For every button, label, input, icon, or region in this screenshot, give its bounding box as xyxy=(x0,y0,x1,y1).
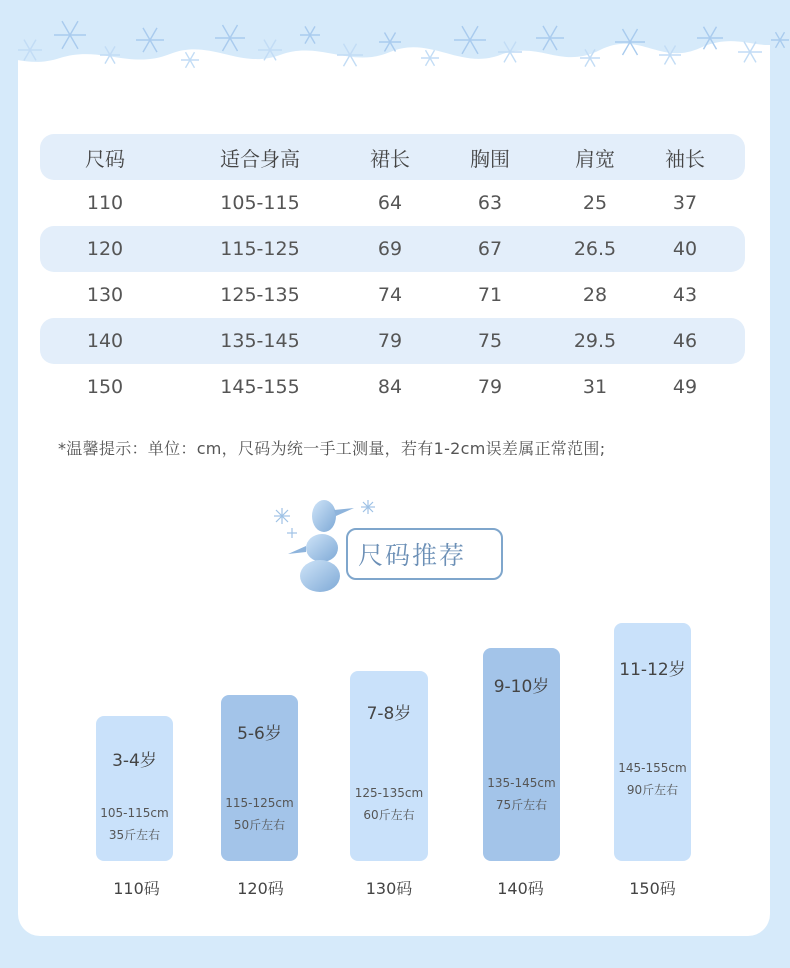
weight-label: 35斤左右 xyxy=(108,828,161,842)
cell-sleeve: 49 xyxy=(672,376,698,398)
age-label: 7-8岁 xyxy=(366,704,412,724)
cell-size: 150 xyxy=(86,376,124,398)
height-range-label: 125-135cm xyxy=(354,786,424,800)
cell-dress-length: 79 xyxy=(377,330,403,352)
size-bar-110 xyxy=(96,716,173,861)
size-bar-130 xyxy=(350,671,428,861)
cell-shoulder: 29.5 xyxy=(573,330,617,352)
height-range-label: 115-125cm xyxy=(225,796,294,810)
size-table xyxy=(40,134,745,410)
header-dress-length: 裙长 xyxy=(370,146,410,171)
header-shoulder: 肩宽 xyxy=(575,146,615,171)
cell-sleeve: 43 xyxy=(672,284,698,306)
cell-sleeve: 40 xyxy=(672,238,698,260)
cell-shoulder: 31 xyxy=(582,376,608,398)
snowflake-icon xyxy=(181,52,199,68)
table-row xyxy=(40,364,745,410)
cell-chest: 67 xyxy=(477,238,503,260)
cell-size: 130 xyxy=(86,284,124,306)
cell-dress-length: 84 xyxy=(377,376,403,398)
table-row xyxy=(40,226,745,272)
size-label: 120码 xyxy=(237,879,284,898)
cell-chest: 79 xyxy=(477,376,503,398)
cell-shoulder: 28 xyxy=(582,284,608,306)
height-range-label: 105-115cm xyxy=(100,806,169,820)
header-chest: 胸围 xyxy=(470,146,510,171)
cell-height: 125-135 xyxy=(220,284,300,306)
recommendation-title: 尺码推荐 xyxy=(358,541,467,570)
table-row xyxy=(40,180,745,226)
size-bar-140 xyxy=(483,648,560,861)
cell-size: 110 xyxy=(86,192,124,214)
age-label: 11-12岁 xyxy=(619,660,686,680)
snowflake-border xyxy=(0,0,790,95)
cell-size: 120 xyxy=(86,238,124,260)
height-range-label: 145-155cm xyxy=(618,761,687,775)
cell-height: 115-125 xyxy=(220,238,300,260)
header-size: 尺码 xyxy=(85,146,125,171)
cell-sleeve: 37 xyxy=(672,192,698,214)
header-sleeve: 袖长 xyxy=(665,146,705,171)
cell-sleeve: 46 xyxy=(672,330,698,352)
snowflake-icon xyxy=(421,50,439,66)
cell-height: 105-115 xyxy=(220,192,300,214)
measurement-note: *温馨提示：单位：cm，尺码为统一手工测量，若有1-2cm误差属正常范围; xyxy=(58,439,606,458)
cell-height: 145-155 xyxy=(220,376,300,398)
cell-height: 135-145 xyxy=(220,330,300,352)
recommendation-header xyxy=(262,488,512,598)
size-label: 140码 xyxy=(497,879,544,898)
table-row xyxy=(40,272,745,318)
snowflake-icon xyxy=(738,42,762,63)
cell-dress-length: 69 xyxy=(377,238,403,260)
table-header-row xyxy=(40,134,745,180)
cell-chest: 71 xyxy=(477,284,503,306)
age-label: 9-10岁 xyxy=(493,677,550,697)
weight-label: 75斤左右 xyxy=(495,798,548,812)
size-label: 110码 xyxy=(113,879,160,898)
size-label: 130码 xyxy=(365,879,413,898)
header-height: 适合身高 xyxy=(220,146,300,171)
height-range-label: 135-145cm xyxy=(487,776,556,790)
cell-dress-length: 64 xyxy=(377,192,403,214)
cell-chest: 63 xyxy=(477,192,503,214)
age-label: 3-4岁 xyxy=(112,751,157,771)
size-bar-150 xyxy=(614,623,691,861)
snowflake-decoration xyxy=(0,0,790,95)
cell-size: 140 xyxy=(86,330,124,352)
size-label: 150码 xyxy=(629,879,676,898)
cell-shoulder: 25 xyxy=(582,192,608,214)
cell-chest: 75 xyxy=(477,330,503,352)
table-row xyxy=(40,318,745,364)
size-bar-120 xyxy=(221,695,298,861)
cell-shoulder: 26.5 xyxy=(573,238,617,260)
weight-label: 60斤左右 xyxy=(363,808,415,822)
weight-label: 50斤左右 xyxy=(233,818,286,832)
weight-label: 90斤左右 xyxy=(626,783,679,797)
cell-dress-length: 74 xyxy=(377,284,403,306)
age-label: 5-6岁 xyxy=(237,724,282,744)
